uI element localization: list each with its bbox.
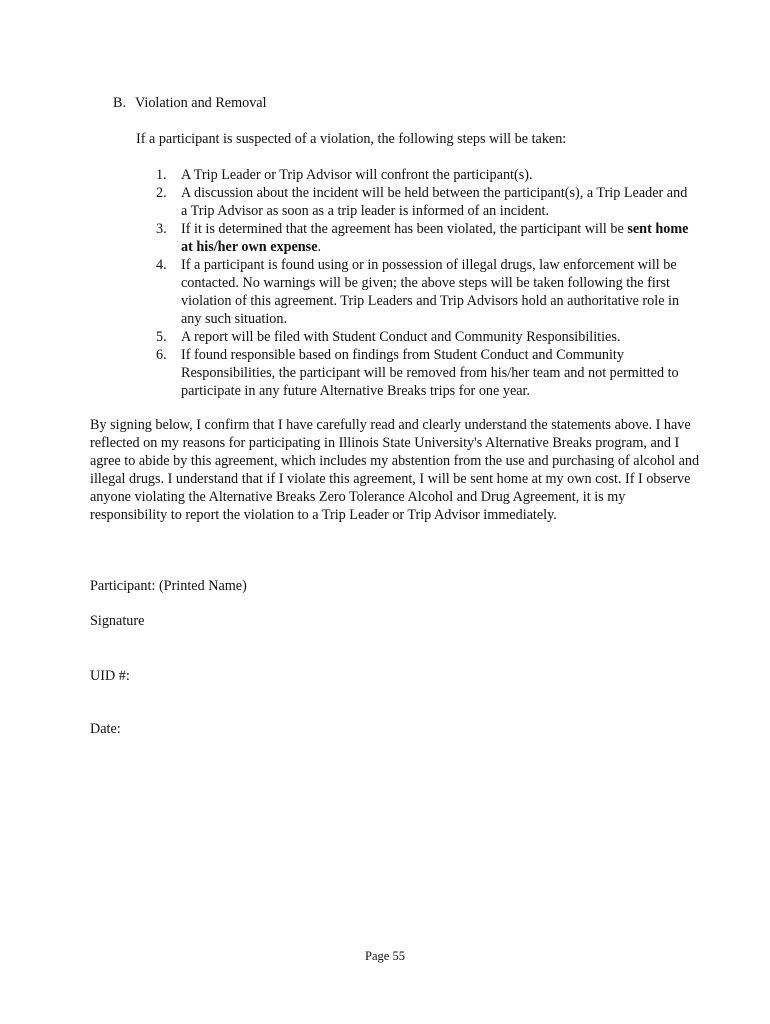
signature-field: Signature [90,613,145,629]
step-text: A Trip Leader or Trip Advisor will confront the participant(s). [181,167,533,183]
date-field: Date: [90,721,121,737]
uid-field: UID #: [90,668,130,684]
step-number: 3. [156,221,167,237]
section-heading [113,94,267,112]
step-number: 4. [156,257,167,273]
agreement-statement: By signing below, I confirm that I have carefully read and clearly understand the statements above. I have reflected on my reasons for participating in Illinois State University's Alternative Breaks program, and I agree to abide by this agreement, which includes my abstention from the use and purchasing of alcohol and illegal drugs. I understand that if I violate this agreement, I will be sent home at my own cost. If I observe anyone violating the Alternative Breaks Zero Tolerance Alcohol and Drug Agreement, it is my responsibility to report the violation to a Trip Leader or Trip Advisor immediately. [90,417,700,523]
step-text-emphasis: sent home at his/her own expense [181,221,689,255]
section-title: Violation and Removal [135,95,267,111]
step-text-part: If it is determined that the agreement has been violated, the participant will be [181,221,628,237]
list-item [156,346,696,400]
steps-list [156,166,696,400]
list-item [156,328,696,346]
step-number: 5. [156,329,167,345]
list-item [156,184,696,220]
section-letter: B. [113,95,127,111]
step-number: 2. [156,185,167,201]
step-text: If found responsible based on findings from Student Conduct and Community Responsibilities, the participant will be removed from his/her team and not permitted to participate in any future Alternative Breaks trips for one year. [181,347,679,399]
list-item [156,256,696,328]
step-text-part: . [317,239,322,255]
participant-name-field: Participant: (Printed Name) [90,578,247,594]
page-number: Page 55 [365,949,405,963]
list-item [156,220,696,256]
step-number: 6. [156,347,167,363]
step-text: A discussion about the incident will be held between the participant(s), a Trip Leader and a Trip Advisor as soon as a trip leader is informed of an incident. [181,185,688,219]
list-item [156,166,696,184]
section-intro: If a participant is suspected of a violation, the following steps will be taken: [136,131,567,147]
step-text [181,220,696,256]
step-text: A report will be filed with Student Conduct and Community Responsibilities. [181,329,621,345]
step-number: 1. [156,167,167,183]
step-text: If a participant is found using or in possession of illegal drugs, law enforcement will be contacted. No warnings will be given; the above steps will be taken following the first violation of this agreement. Trip Leaders and Trip Advisors hold an authoritative role in any such situation. [181,257,680,327]
